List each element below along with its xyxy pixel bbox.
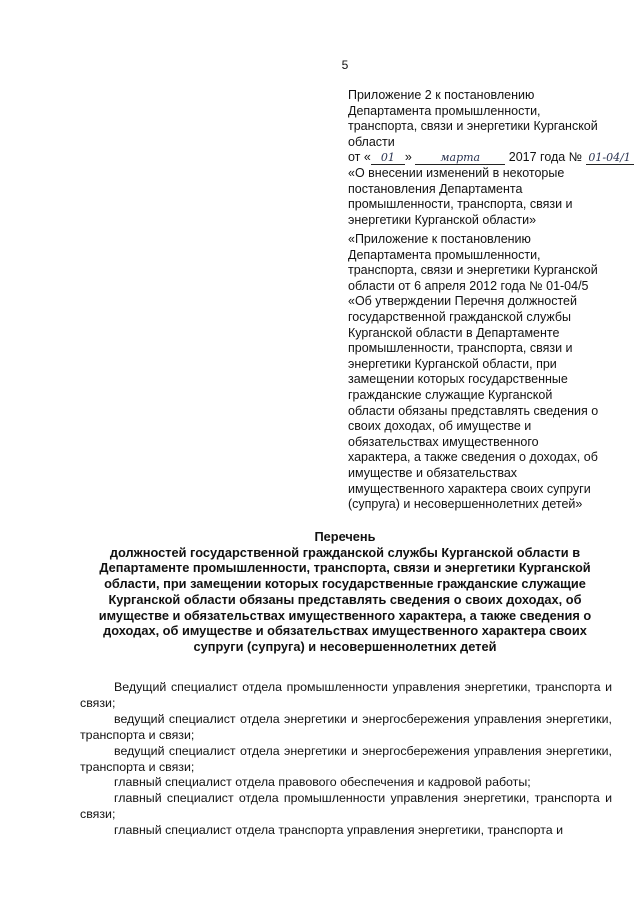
position-item: ведущий специалист отдела энергетики и энергосбережения управления энергетики, транспорта и связи; — [80, 743, 612, 774]
appendix-line: транспорта, связи и энергетики Курганской — [348, 119, 598, 134]
original-appendix-header — [348, 232, 616, 513]
position-item: ведущий специалист отдела энергетики и энергосбережения управления энергетики, транспорта и связи; — [80, 711, 612, 742]
position-item: Ведущий специалист отдела промышленности управления энергетики, транспорта и связи; — [80, 680, 612, 710]
appendix-line: области от 6 апреля 2012 года № 01-04/5 — [348, 278, 589, 293]
appendix-line: Курганской области в Департаменте — [348, 325, 560, 340]
handwritten-day: 01 — [371, 151, 405, 165]
date-mid: » — [404, 150, 412, 165]
appendix-line: своих доходах, об имуществе и — [348, 419, 532, 434]
appendix-line: имущественного характера своих супруги — [348, 481, 591, 496]
position-item: главный специалист отдела транспорта управления энергетики, транспорта и — [114, 823, 563, 838]
title-heading: Перечень — [314, 529, 376, 544]
appendix-line: Департамента промышленности, — [348, 247, 541, 262]
position-item: главный специалист отдела промышленности управления энергетики, транспорта и связи; — [80, 791, 612, 822]
appendix-line: государственной гражданской службы — [348, 309, 571, 324]
appendix-line: «Об утверждении Перечня должностей — [348, 294, 577, 309]
title-line: области, при замещении которых государственные гражданские служащие — [104, 576, 586, 592]
title-line: должностей государственной гражданской службы Курганской области в — [109, 544, 581, 560]
appendix-line: промышленности, транспорта, связи и — [348, 197, 573, 212]
handwritten-number: 01-04/1 — [586, 151, 634, 165]
appendix-line: (супруга) и несовершеннолетних детей» — [348, 497, 583, 512]
appendix-line: «О внесении изменений в некоторые — [348, 165, 565, 180]
title-line: супруги (супруга) и несовершеннолетних детей — [193, 638, 497, 654]
positions-list — [80, 680, 612, 839]
appendix-line: области обязаны представлять сведения о — [348, 403, 599, 418]
appendix-line: характера, а также сведения о доходах, об — [348, 450, 598, 465]
appendix-line: Департамента промышленности, — [348, 103, 541, 118]
title-line: доходах, об имуществе и обязательствах имущественного характера своих — [103, 623, 587, 639]
appendix-line: «Приложение к постановлению — [348, 232, 531, 246]
date-year: 2017 года № — [508, 150, 583, 165]
position-item: главный специалист отдела правового обеспечения и кадровой работы; — [114, 775, 531, 790]
title-line: Департаменте промышленности, транспорта, связи и энергетики Курганской — [99, 560, 591, 576]
title-line: имуществе и обязательствах имущественного характера, а также сведения о — [98, 607, 592, 623]
document-title — [80, 529, 610, 655]
appendix-2-header — [348, 88, 631, 228]
appendix-line: области — [348, 134, 395, 149]
appendix-line: транспорта, связи и энергетики Курганской — [348, 263, 598, 278]
appendix-line: постановления Департамента — [348, 181, 523, 196]
appendix-line: обязательствах имущественного — [348, 434, 539, 449]
appendix-line: энергетики Курганской области» — [348, 212, 537, 227]
appendix-line: энергетики Курганской области, при — [348, 356, 557, 371]
appendix-line: Приложение 2 к постановлению — [348, 88, 535, 102]
resolution-date-row — [348, 150, 631, 166]
appendix-line: гражданские служащие Курганской — [348, 387, 553, 402]
appendix-line: промышленности, транспорта, связи и — [348, 341, 573, 356]
date-prefix: от « — [348, 150, 371, 165]
page-number: 5 — [341, 58, 349, 72]
title-line: Курганской области обязаны представлять сведения о своих доходах, об — [108, 591, 582, 607]
appendix-line: замещении которых государственные — [348, 372, 568, 387]
appendix-line: имуществе и обязательствах — [348, 465, 518, 480]
handwritten-month: марта — [415, 151, 505, 165]
